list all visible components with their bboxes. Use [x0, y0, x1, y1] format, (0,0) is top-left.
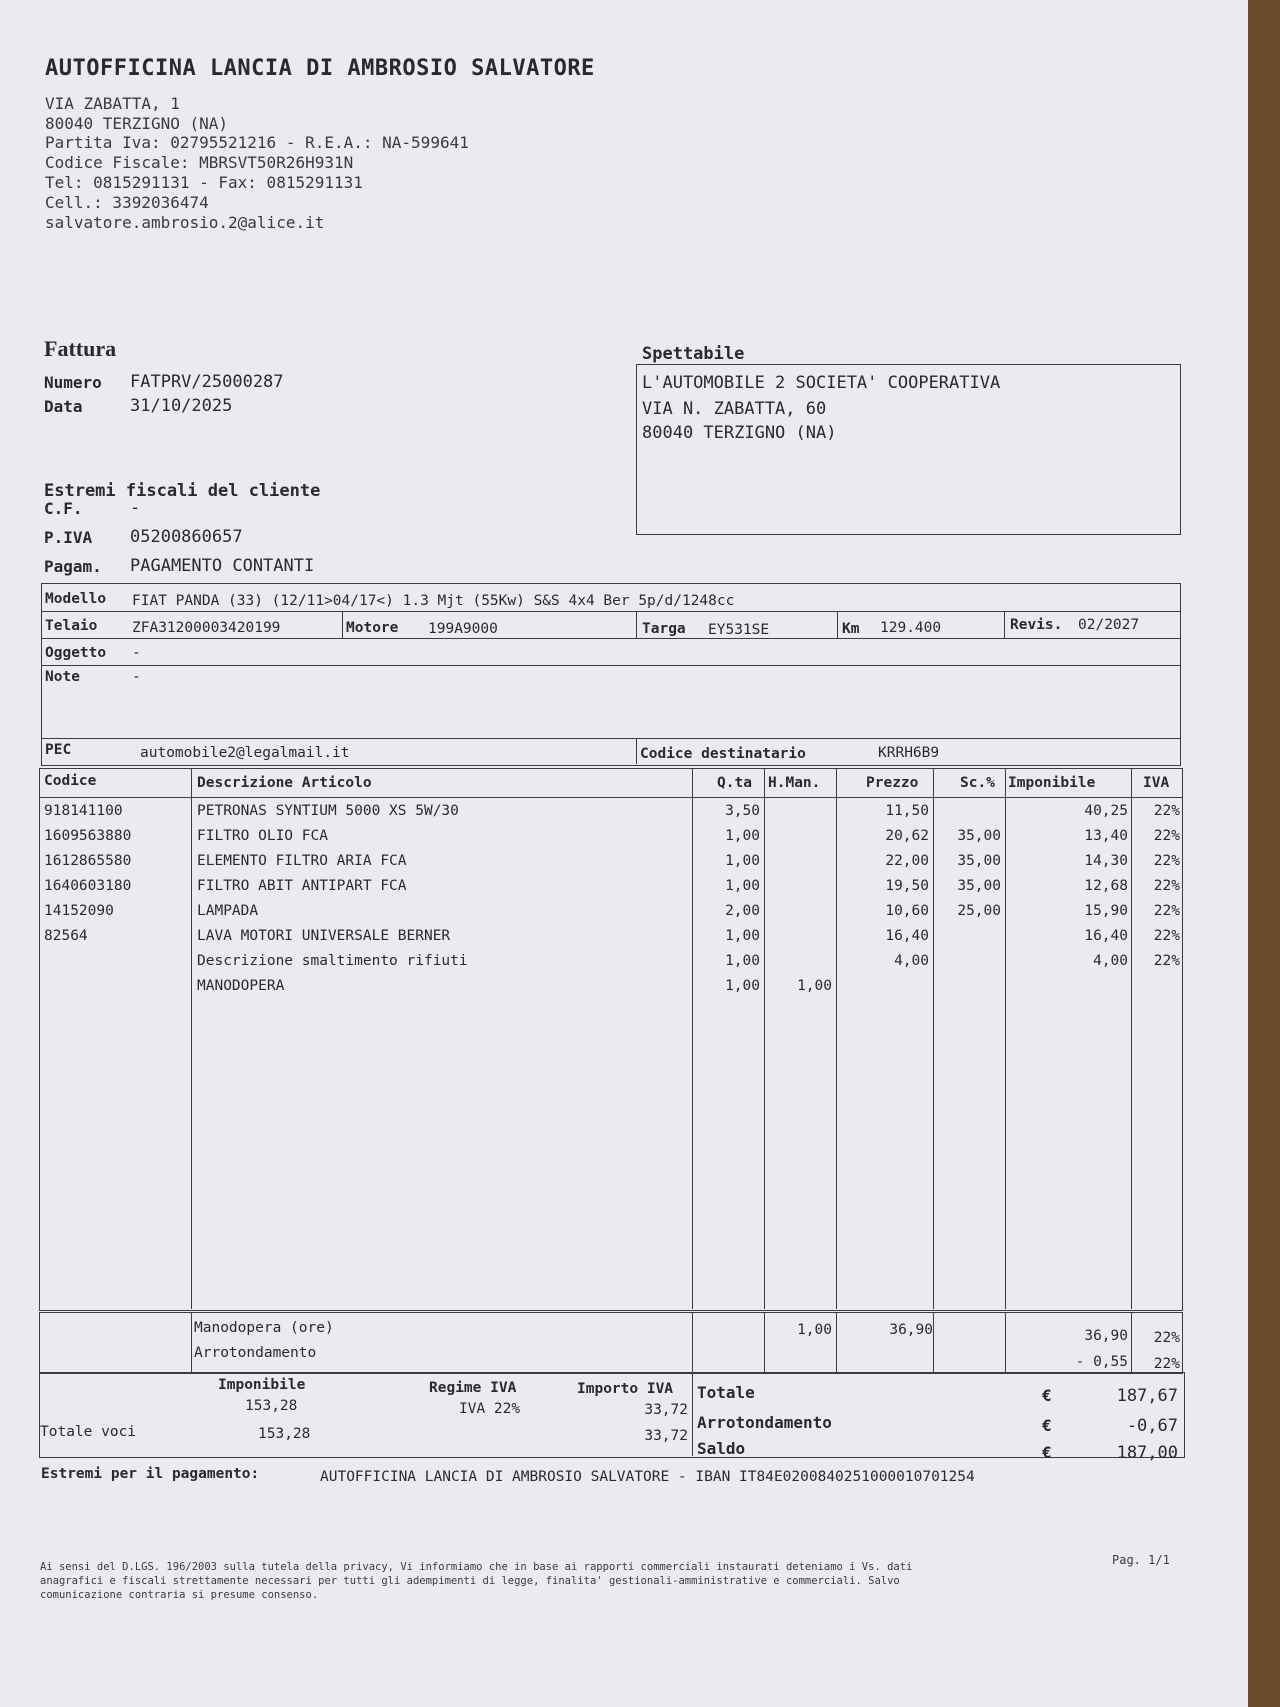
item-descrizione: PETRONAS SYNTIUM 5000 XS 5W/30 [197, 803, 459, 819]
saldo-value: 187,00 [1116, 1443, 1178, 1463]
item-sconto: 35,00 [957, 853, 1001, 869]
item-qta: 3,50 [725, 803, 760, 819]
item-codice: 1612865580 [44, 853, 132, 869]
item-prezzo: 19,50 [885, 878, 929, 894]
item-iva: 22% [1153, 878, 1180, 894]
km-value: 129.400 [880, 620, 942, 636]
column-divider [933, 1312, 934, 1372]
privacy-line-1: Ai sensi del D.LGS. 196/2003 sulla tutela della privacy, Vi informiamo che in base ai rapporti commerciali instaurati deteniamo i Vs. dati [40, 1561, 913, 1573]
vehicle-divider [837, 611, 838, 638]
item-codice: 918141100 [44, 803, 123, 819]
item-imponibile: 13,40 [1084, 828, 1128, 844]
company-vat: Partita Iva: 02795521216 - R.E.A.: NA-599641 [45, 133, 469, 152]
item-prezzo: 10,60 [885, 903, 929, 919]
payment-iban: AUTOFFICINA LANCIA DI AMBROSIO SALVATORE - IBAN IT84E0200840251000010701254 [320, 1469, 975, 1485]
currency-symbol: € [1042, 1443, 1052, 1462]
item-descrizione: FILTRO ABIT ANTIPART FCA [197, 878, 407, 894]
company-phone: Tel: 0815291131 - Fax: 0815291131 [45, 173, 363, 192]
company-fiscal-code: Codice Fiscale: MBRSVT50R26H931N [45, 153, 354, 172]
item-qta: 1,00 [725, 828, 760, 844]
payment-label: Estremi per il pagamento: [41, 1466, 260, 1482]
saldo-label: Saldo [697, 1439, 746, 1458]
labour-iva: 22% [1153, 1330, 1180, 1346]
client-fiscal-title: Estremi fiscali del cliente [44, 481, 321, 501]
item-hman: 1,00 [797, 978, 832, 994]
note-value: - [132, 669, 141, 685]
item-sconto: 35,00 [957, 878, 1001, 894]
invoice-title: Fattura [44, 336, 117, 361]
motore-label: Motore [346, 620, 399, 636]
revis-label: Revis. [1010, 617, 1063, 633]
summary-importo-label: Importo IVA [577, 1381, 674, 1397]
item-qta: 1,00 [725, 978, 760, 994]
recipient-city: 80040 TERZIGNO (NA) [642, 423, 837, 443]
modello-value: FIAT PANDA (33) (12/11>04/17<) 1.3 Mjt (55Kw) S&S 4x4 Ber 5p/d/1248cc [132, 593, 735, 609]
codice-destinatario-value: KRRH6B9 [878, 745, 940, 761]
vehicle-divider [1004, 611, 1005, 638]
column-divider [1005, 768, 1006, 1309]
labour-price: 36,90 [889, 1322, 933, 1338]
item-imponibile: 12,68 [1084, 878, 1128, 894]
summary-regime-label: Regime IVA [429, 1380, 517, 1396]
invoice-number-label: Numero [44, 373, 102, 392]
item-sconto: 25,00 [957, 903, 1001, 919]
item-descrizione: MANODOPERA [197, 978, 285, 994]
column-divider [692, 1372, 693, 1456]
client-cf: - [130, 498, 141, 518]
totale-label: Totale [697, 1383, 755, 1402]
oggetto-label: Oggetto [45, 645, 107, 661]
item-prezzo: 16,40 [885, 928, 929, 944]
column-divider [191, 768, 192, 1309]
client-piva-label: P.IVA [44, 528, 93, 547]
item-qta: 2,00 [725, 903, 760, 919]
vehicle-divider [41, 738, 1180, 739]
item-codice: 14152090 [44, 903, 114, 919]
company-address: VIA ZABATTA, 1 [45, 94, 180, 113]
vehicle-divider [41, 665, 1180, 666]
col-header-qta: Q.ta [717, 775, 752, 791]
col-header-descrizione: Descrizione Articolo [197, 775, 372, 791]
summary-imponibile-label: Imponibile [218, 1377, 306, 1393]
item-imponibile: 4,00 [1093, 953, 1128, 969]
vehicle-divider [342, 611, 343, 638]
rounding-imponibile: - 0,55 [1075, 1354, 1128, 1370]
telaio-label: Telaio [45, 618, 98, 634]
km-label: Km [842, 621, 860, 637]
item-iva: 22% [1153, 928, 1180, 944]
pec-value: automobile2@legalmail.it [140, 745, 350, 761]
item-qta: 1,00 [725, 878, 760, 894]
recipient-address: VIA N. ZABATTA, 60 [642, 399, 827, 419]
item-iva: 22% [1153, 803, 1180, 819]
labour-hours: 1,00 [797, 1322, 832, 1338]
item-codice: 1640603180 [44, 878, 132, 894]
item-descrizione: FILTRO OLIO FCA [197, 828, 328, 844]
item-iva: 22% [1153, 828, 1180, 844]
items-table [39, 768, 1183, 1311]
vehicle-divider [41, 611, 1180, 612]
item-imponibile: 15,90 [1084, 903, 1128, 919]
invoice-date: 31/10/2025 [130, 396, 233, 416]
totale-voci-imponibile: 153,28 [258, 1426, 311, 1442]
arrotondamento-label: Arrotondamento [697, 1413, 832, 1432]
item-sconto: 35,00 [957, 828, 1001, 844]
pec-label: PEC [45, 742, 72, 758]
column-divider [836, 1312, 837, 1372]
targa-value: EY531SE [708, 622, 770, 638]
client-cf-label: C.F. [44, 499, 83, 518]
item-iva: 22% [1153, 903, 1180, 919]
item-descrizione: ELEMENTO FILTRO ARIA FCA [197, 853, 407, 869]
column-divider [692, 1312, 693, 1372]
item-descrizione: LAMPADA [197, 903, 259, 919]
rounding-label: Arrotondamento [194, 1345, 317, 1361]
arrotondamento-value: -0,67 [1126, 1416, 1178, 1436]
item-imponibile: 14,30 [1084, 853, 1128, 869]
telaio-value: ZFA31200003420199 [132, 620, 281, 636]
recipient-name: L'AUTOMOBILE 2 SOCIETA' COOPERATIVA [642, 373, 1001, 393]
vehicle-divider [636, 738, 637, 764]
totale-voci-importo: 33,72 [644, 1428, 688, 1444]
targa-label: Targa [642, 621, 686, 637]
page-number: Pag. 1/1 [1112, 1553, 1170, 1567]
currency-symbol: € [1042, 1386, 1052, 1405]
note-label: Note [45, 669, 80, 685]
totale-value: 187,67 [1116, 1386, 1178, 1406]
item-prezzo: 22,00 [885, 853, 929, 869]
column-divider [692, 768, 693, 1309]
item-qta: 1,00 [725, 953, 760, 969]
currency-symbol: € [1042, 1416, 1052, 1435]
item-descrizione: Descrizione smaltimento rifiuti [197, 953, 468, 969]
item-iva: 22% [1153, 853, 1180, 869]
column-divider [933, 768, 934, 1309]
item-descrizione: LAVA MOTORI UNIVERSALE BERNER [197, 928, 451, 944]
summary-regime: IVA 22% [459, 1401, 521, 1417]
recipient-label: Spettabile [642, 344, 745, 364]
totale-voci-label: Totale voci [40, 1424, 137, 1440]
item-imponibile: 16,40 [1084, 928, 1128, 944]
item-prezzo: 20,62 [885, 828, 929, 844]
item-qta: 1,00 [725, 928, 760, 944]
vehicle-divider [41, 638, 1180, 639]
col-header-imponibile: Imponibile [1008, 775, 1096, 791]
labour-label: Manodopera (ore) [194, 1320, 334, 1336]
col-header-sconto: Sc.% [960, 775, 995, 791]
item-prezzo: 4,00 [894, 953, 929, 969]
company-mobile: Cell.: 3392036474 [45, 193, 209, 212]
item-codice: 82564 [44, 928, 88, 944]
rounding-iva: 22% [1153, 1356, 1180, 1372]
motore-value: 199A9000 [428, 621, 498, 637]
col-header-hman: H.Man. [768, 775, 821, 791]
codice-destinatario-label: Codice destinatario [640, 746, 806, 762]
oggetto-value: - [132, 645, 141, 661]
client-payment-label: Pagam. [44, 557, 102, 576]
item-imponibile: 40,25 [1084, 803, 1128, 819]
items-header-divider [39, 797, 1182, 798]
item-codice: 1609563880 [44, 828, 132, 844]
company-name: AUTOFFICINA LANCIA DI AMBROSIO SALVATORE [45, 56, 595, 81]
client-piva: 05200860657 [130, 527, 243, 547]
column-divider [1131, 768, 1132, 1309]
summary-imponibile: 153,28 [245, 1398, 298, 1414]
invoice-date-label: Data [44, 397, 83, 416]
revis-value: 02/2027 [1078, 617, 1140, 633]
item-qta: 1,00 [725, 853, 760, 869]
column-divider [836, 768, 837, 1309]
col-header-codice: Codice [44, 773, 97, 789]
invoice-number: FATPRV/25000287 [130, 372, 284, 392]
item-prezzo: 11,50 [885, 803, 929, 819]
vehicle-divider [636, 611, 637, 638]
labour-imponibile: 36,90 [1084, 1328, 1128, 1344]
col-header-prezzo: Prezzo [866, 775, 919, 791]
privacy-line-3: comunicazione contraria si presume consenso. [40, 1589, 319, 1601]
column-divider [764, 1312, 765, 1372]
modello-label: Modello [45, 591, 107, 607]
company-email: salvatore.ambrosio.2@alice.it [45, 213, 325, 232]
column-divider [764, 768, 765, 1309]
column-divider [191, 1312, 192, 1372]
col-header-iva: IVA [1143, 775, 1170, 791]
company-city: 80040 TERZIGNO (NA) [45, 114, 229, 133]
privacy-line-2: anagrafici e fiscali strettamente necessari per tutti gli adempimenti di legge, finalita' gestionali-amministrative e commerciali. Salvo [40, 1575, 900, 1587]
item-iva: 22% [1153, 953, 1180, 969]
summary-importo: 33,72 [644, 1402, 688, 1418]
client-payment: PAGAMENTO CONTANTI [130, 556, 315, 576]
